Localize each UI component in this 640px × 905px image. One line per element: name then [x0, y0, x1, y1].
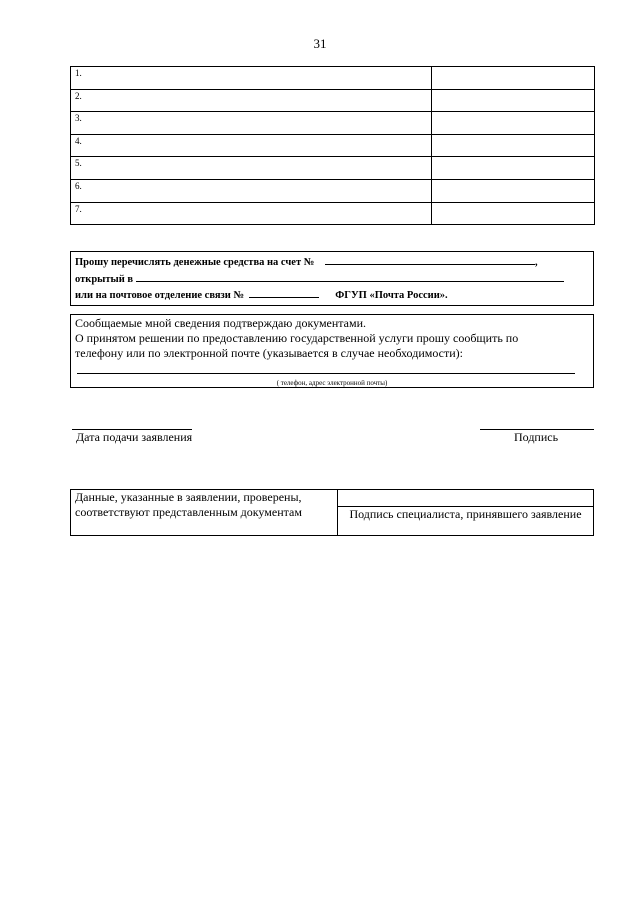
table-row — [71, 134, 595, 157]
row-value-cell[interactable] — [432, 112, 595, 135]
date-label: Дата подачи заявления — [76, 430, 193, 444]
bank-details-box — [70, 251, 594, 306]
row-number: 3. — [71, 112, 432, 135]
row-number: 6. — [71, 179, 432, 202]
table-row — [71, 89, 595, 112]
row-number: 4. — [71, 134, 432, 157]
contact-caption: ( телефон, адрес электронной почты) — [276, 379, 388, 387]
account-line-comma: , — [534, 257, 538, 268]
table-row — [71, 179, 595, 202]
numbered-list-table — [70, 66, 595, 225]
table-row — [71, 490, 594, 507]
account-number-field[interactable] — [325, 254, 535, 265]
signature-label: Подпись — [514, 430, 559, 444]
verification-table — [70, 489, 594, 536]
account-label: Прошу перечислять денежные средства на счет № — [75, 257, 315, 268]
row-number: 5. — [71, 157, 432, 180]
row-value-cell[interactable] — [432, 67, 595, 90]
post-name: ФГУП «Почта России». — [335, 290, 448, 301]
row-number: 2. — [71, 89, 432, 112]
table-row — [71, 157, 595, 180]
row-number: 7. — [71, 202, 432, 225]
post-office-line — [75, 287, 589, 304]
confirm-line-1: Сообщаемые мной сведения подтверждаю документами. — [75, 316, 367, 330]
bank-name-line — [75, 271, 589, 288]
row-value-cell[interactable] — [432, 89, 595, 112]
specialist-signature-caption: Подпись специалиста, принявшего заявление — [338, 507, 594, 536]
bank-name-label: открытый в — [75, 273, 134, 285]
contact-input-line[interactable] — [77, 373, 575, 374]
row-value-cell[interactable] — [432, 179, 595, 202]
bank-name-field[interactable] — [136, 271, 564, 282]
specialist-signature-field[interactable] — [338, 490, 594, 507]
page-number: 31 — [313, 36, 327, 51]
table-row — [71, 67, 595, 90]
verification-text: Данные, указанные в заявлении, проверены, соответствуют представленным документам — [71, 490, 338, 536]
account-line — [75, 254, 589, 271]
table-row — [71, 112, 595, 135]
row-number: 1. — [71, 67, 432, 90]
confirmation-box — [70, 314, 594, 388]
row-value-cell[interactable] — [432, 134, 595, 157]
post-office-number-field[interactable] — [249, 287, 319, 298]
row-value-cell[interactable] — [432, 202, 595, 225]
confirm-line-3: телефону или по электронной почте (указывается в случае необходимости): — [75, 346, 463, 360]
table-row — [71, 202, 595, 225]
post-office-label: или на почтовое отделение связи № — [75, 290, 244, 301]
confirm-line-2: О принятом решении по предоставлению государственной услуги прошу сообщить по — [75, 331, 519, 345]
row-value-cell[interactable] — [432, 157, 595, 180]
